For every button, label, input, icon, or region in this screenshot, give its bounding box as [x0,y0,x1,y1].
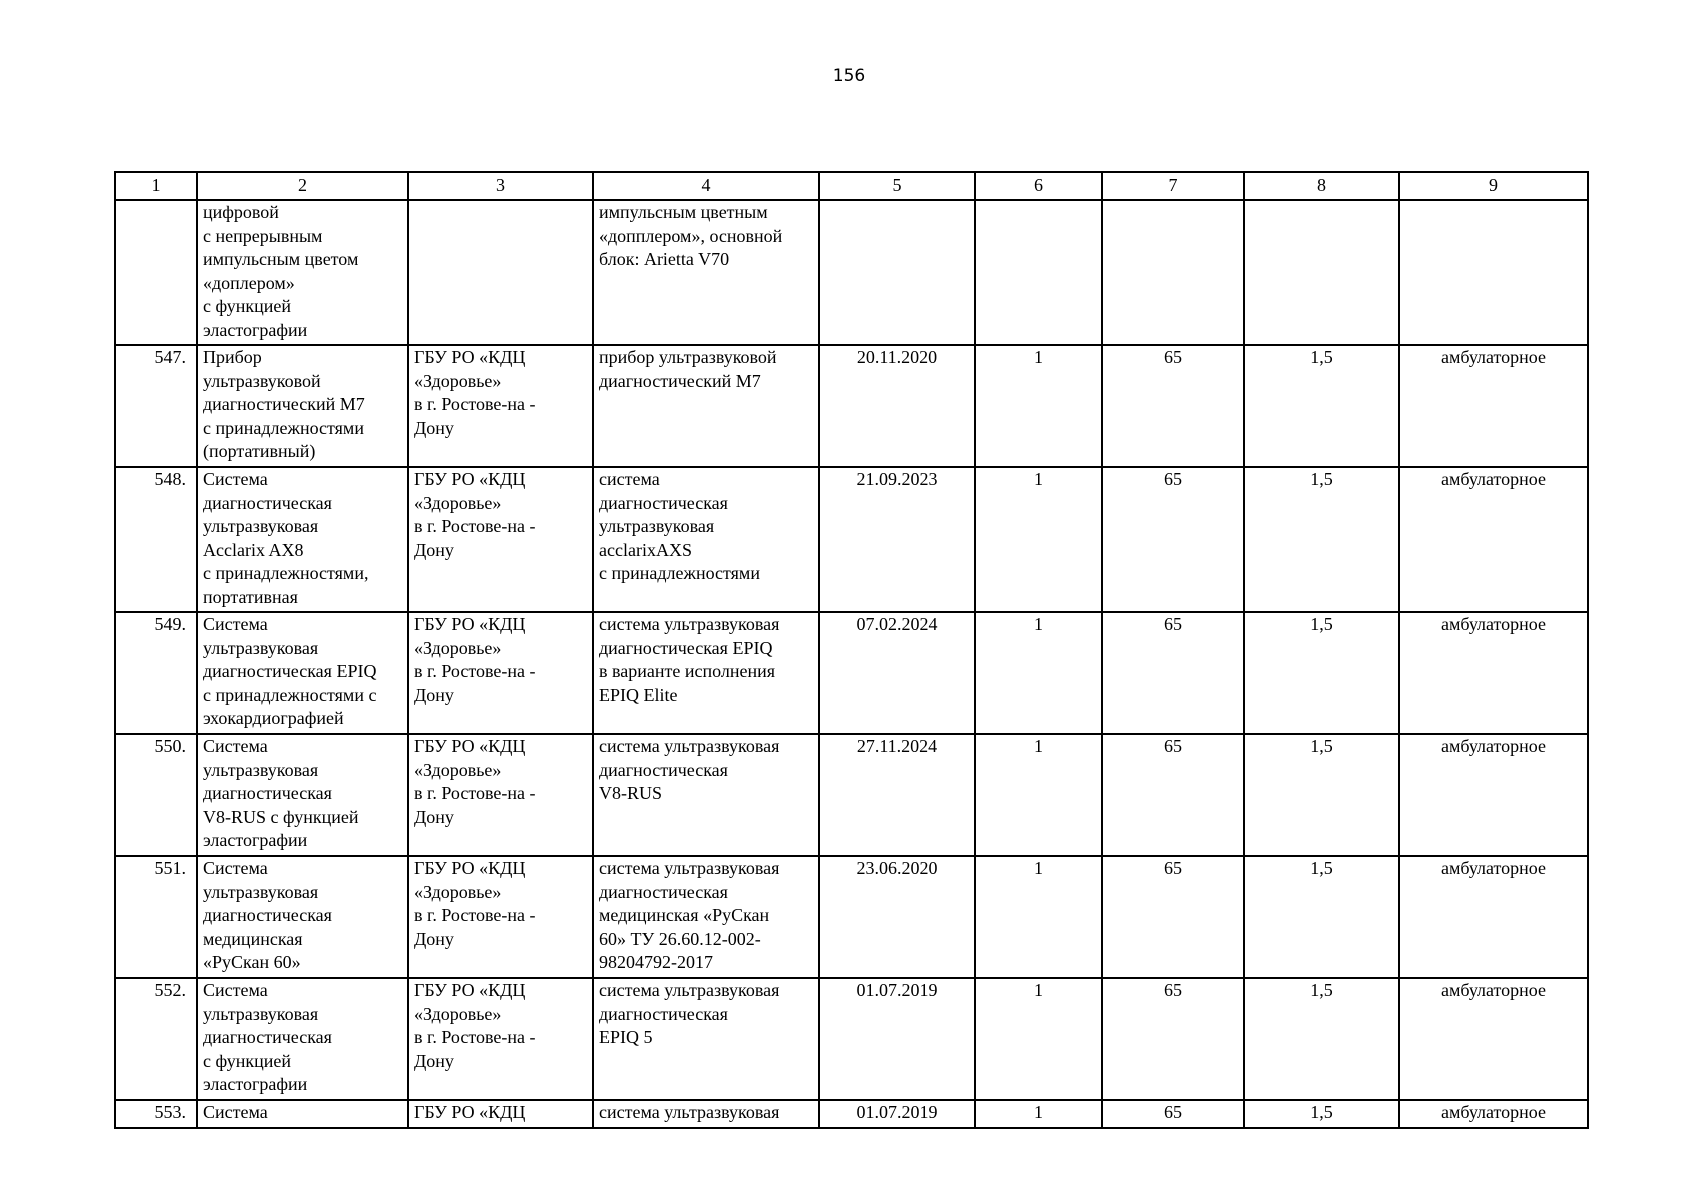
organization: ГБУ РО «КДЦ «Здоровье» в г. Ростове-на - Дону [408,345,593,467]
equipment-model: система ультразвуковая диагностическая V8-RUS [593,734,819,856]
quantity: 1 [975,612,1102,734]
column-7-value [1102,200,1244,345]
date [819,200,975,345]
column-7-value: 65 [1102,978,1244,1100]
organization: ГБУ РО «КДЦ «Здоровье» в г. Ростове-на - Дону [408,612,593,734]
column-header: 4 [593,172,819,200]
column-8-value: 1,5 [1244,978,1399,1100]
column-8-value: 1,5 [1244,1100,1399,1128]
quantity: 1 [975,345,1102,467]
column-7-value: 65 [1102,345,1244,467]
equipment-name: Система [197,1100,408,1128]
column-7-value: 65 [1102,856,1244,978]
care-mode: амбулаторное [1399,612,1588,734]
table-row [115,612,1588,734]
equipment-name: Система ультразвуковая диагностическая V8-RUS с функцией эластографии [197,734,408,856]
page-number: 156 [832,66,866,86]
quantity: 1 [975,1100,1102,1128]
quantity: 1 [975,978,1102,1100]
organization [408,200,593,345]
care-mode: амбулаторное [1399,1100,1588,1128]
equipment-name: Система диагностическая ультразвуковая Acclarix AX8 с принадлежностями, портативная [197,467,408,612]
row-number: 551. [115,856,197,978]
care-mode [1399,200,1588,345]
column-header: 5 [819,172,975,200]
column-8-value: 1,5 [1244,612,1399,734]
date: 21.09.2023 [819,467,975,612]
care-mode: амбулаторное [1399,345,1588,467]
equipment-model: система ультразвуковая [593,1100,819,1128]
equipment-name: Система ультразвуковая диагностическая EPIQ с принадлежностями с эхокардиографией [197,612,408,734]
table-row [115,734,1588,856]
equipment-model: система ультразвуковая диагностическая EPIQ в варианте исполнения EPIQ Elite [593,612,819,734]
care-mode: амбулаторное [1399,467,1588,612]
column-8-value: 1,5 [1244,856,1399,978]
column-8-value [1244,200,1399,345]
quantity [975,200,1102,345]
date: 27.11.2024 [819,734,975,856]
care-mode: амбулаторное [1399,856,1588,978]
table-row [115,856,1588,978]
table-row [115,200,1588,345]
table-row [115,978,1588,1100]
organization: ГБУ РО «КДЦ [408,1100,593,1128]
quantity: 1 [975,856,1102,978]
row-number: 553. [115,1100,197,1128]
care-mode: амбулаторное [1399,978,1588,1100]
row-number: 549. [115,612,197,734]
table-header-row [115,172,1588,200]
column-header: 7 [1102,172,1244,200]
equipment-model: импульсным цветным «допплером», основной блок: Arietta V70 [593,200,819,345]
equipment-model: система ультразвуковая диагностическая EPIQ 5 [593,978,819,1100]
organization: ГБУ РО «КДЦ «Здоровье» в г. Ростове-на - Дону [408,467,593,612]
organization: ГБУ РО «КДЦ «Здоровье» в г. Ростове-на - Дону [408,856,593,978]
date: 07.02.2024 [819,612,975,734]
equipment-name: цифровой с непрерывным импульсным цветом «доплером» с функцией эластографии [197,200,408,345]
column-7-value: 65 [1102,467,1244,612]
equipment-name: Система ультразвуковая диагностическая медицинская «РуСкан 60» [197,856,408,978]
column-header: 3 [408,172,593,200]
equipment-model: система диагностическая ультразвуковая acclarixAXS с принадлежностями [593,467,819,612]
equipment-table [114,171,1589,1129]
table-row [115,467,1588,612]
date: 01.07.2019 [819,1100,975,1128]
quantity: 1 [975,467,1102,612]
quantity: 1 [975,734,1102,856]
row-number: 552. [115,978,197,1100]
column-8-value: 1,5 [1244,467,1399,612]
column-7-value: 65 [1102,1100,1244,1128]
column-8-value: 1,5 [1244,345,1399,467]
row-number: 547. [115,345,197,467]
column-header: 8 [1244,172,1399,200]
equipment-name: Система ультразвуковая диагностическая с функцией эластографии [197,978,408,1100]
table-row [115,345,1588,467]
column-header: 9 [1399,172,1588,200]
equipment-name: Прибор ультразвуковой диагностический М7 с принадлежностями (портативный) [197,345,408,467]
organization: ГБУ РО «КДЦ «Здоровье» в г. Ростове-на - Дону [408,734,593,856]
equipment-model: система ультразвуковая диагностическая медицинская «РуСкан 60» ТУ 26.60.12-002- 98204792-2017 [593,856,819,978]
column-8-value: 1,5 [1244,734,1399,856]
column-header: 2 [197,172,408,200]
column-7-value: 65 [1102,612,1244,734]
date: 20.11.2020 [819,345,975,467]
equipment-model: прибор ультразвуковой диагностический М7 [593,345,819,467]
row-number [115,200,197,345]
table-row [115,1100,1588,1128]
organization: ГБУ РО «КДЦ «Здоровье» в г. Ростове-на - Дону [408,978,593,1100]
care-mode: амбулаторное [1399,734,1588,856]
column-7-value: 65 [1102,734,1244,856]
date: 23.06.2020 [819,856,975,978]
row-number: 548. [115,467,197,612]
date: 01.07.2019 [819,978,975,1100]
column-header: 1 [115,172,197,200]
column-header: 6 [975,172,1102,200]
row-number: 550. [115,734,197,856]
